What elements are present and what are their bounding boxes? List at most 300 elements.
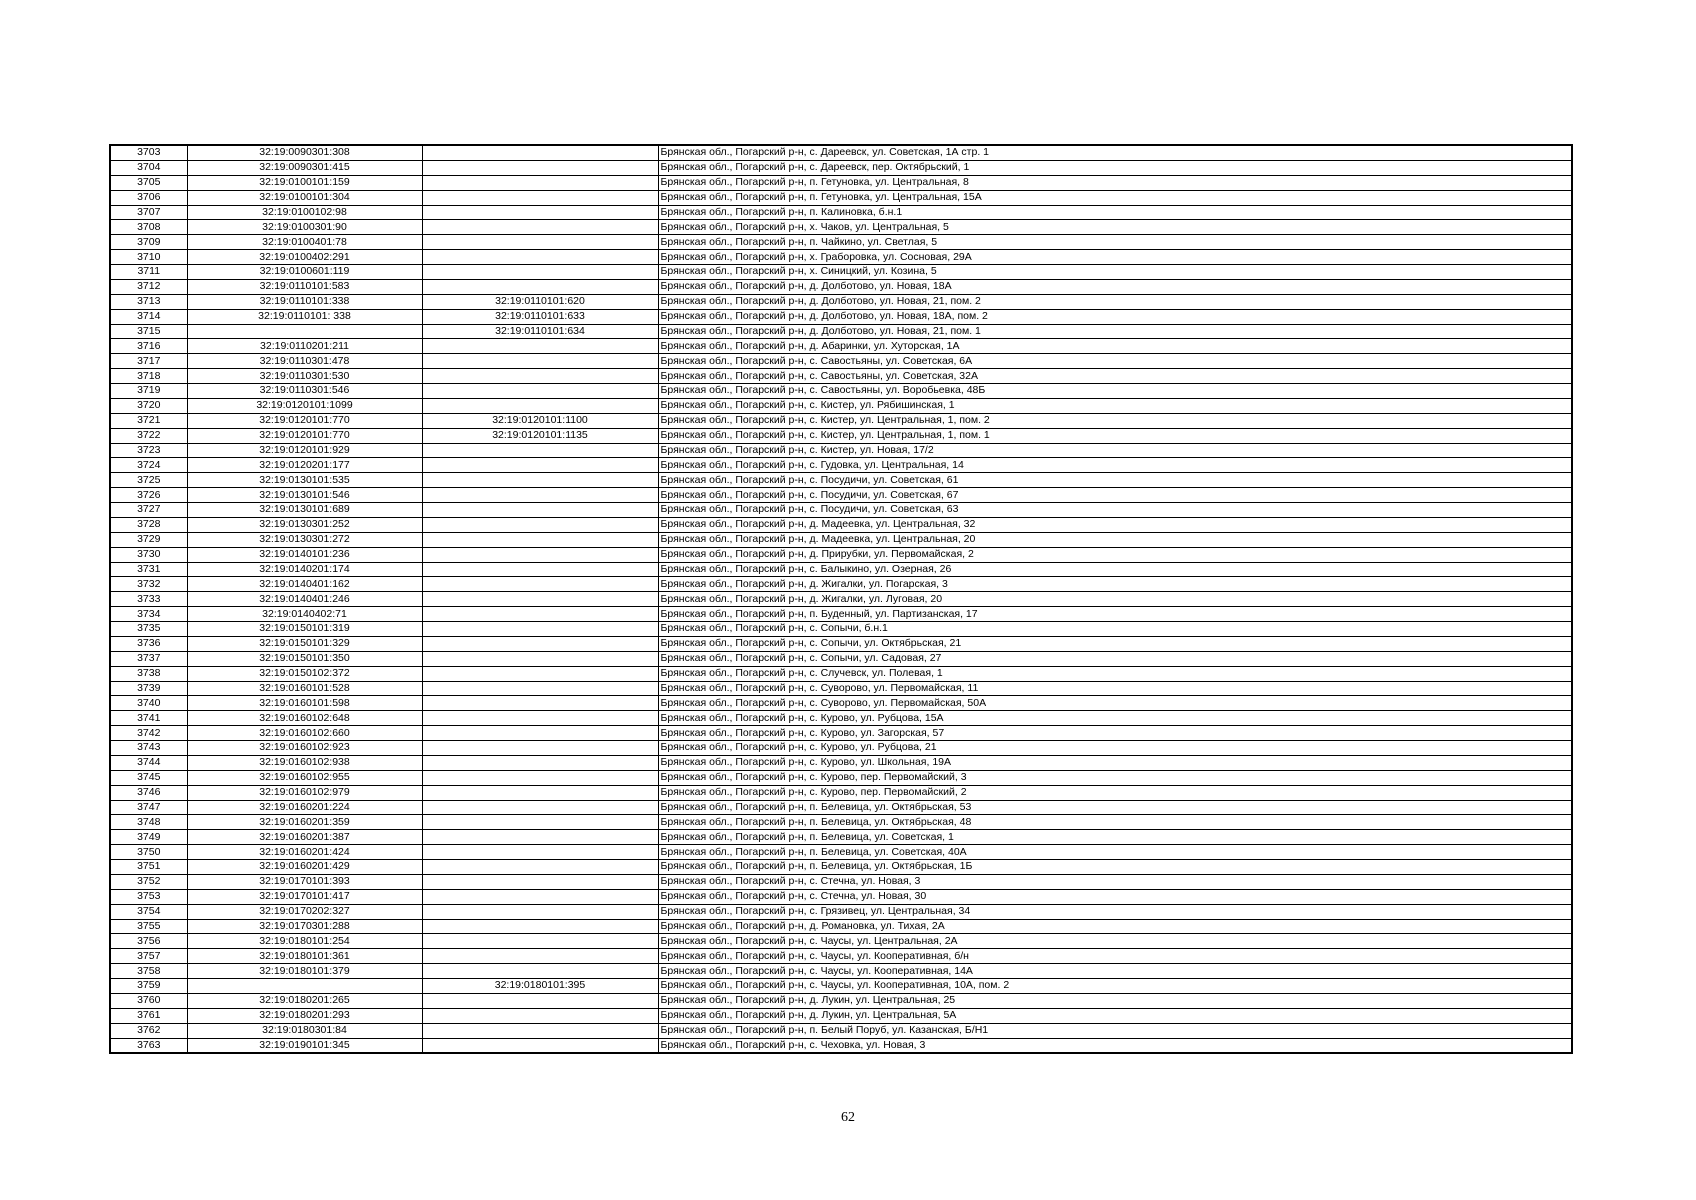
cadastral-number-cell: 32:19:0090301:415 [187,160,422,175]
room-cadastral-number-cell [422,577,658,592]
room-cadastral-number-cell [422,889,658,904]
cadastral-number-cell: 32:19:0160102:979 [187,785,422,800]
row-number-cell: 3711 [110,265,187,280]
table-row [110,964,1572,979]
room-cadastral-number-cell [422,770,658,785]
address-cell: Брянская обл., Погарский р-н, с. Сопычи, б.н.1 [658,622,1572,637]
room-cadastral-number-cell [422,919,658,934]
cadastral-number-cell: 32:19:0100301:90 [187,220,422,235]
table-row [110,1038,1572,1053]
table-row [110,874,1572,889]
room-cadastral-number-cell [422,964,658,979]
address-cell: Брянская обл., Погарский р-н, с. Кистер, ул. Рябишинская, 1 [658,398,1572,413]
row-number-cell: 3718 [110,369,187,384]
table-row [110,309,1572,324]
address-cell: Брянская обл., Погарский р-н, с. Чаусы, ул. Кооперативная, б/н [658,949,1572,964]
row-number-cell: 3746 [110,785,187,800]
table-row [110,443,1572,458]
room-cadastral-number-cell [422,845,658,860]
row-number-cell: 3736 [110,636,187,651]
address-cell: Брянская обл., Погарский р-н, п. Белевица, ул. Октябрьская, 53 [658,800,1572,815]
address-cell: Брянская обл., Погарский р-н, с. Курово, ул. Рубцова, 15А [658,711,1572,726]
cadastral-number-cell: 32:19:0170101:393 [187,874,422,889]
row-number-cell: 3734 [110,607,187,622]
room-cadastral-number-cell [422,205,658,220]
room-cadastral-number-cell [422,1008,658,1023]
property-table [109,144,1573,1054]
room-cadastral-number-cell [422,666,658,681]
room-cadastral-number-cell [422,220,658,235]
room-cadastral-number-cell [422,785,658,800]
room-cadastral-number-cell [422,517,658,532]
address-cell: Брянская обл., Погарский р-н, х. Синицкий, ул. Козина, 5 [658,265,1572,280]
address-cell: Брянская обл., Погарский р-н, д. Мадеевка, ул. Центральная, 20 [658,532,1572,547]
table-row [110,145,1572,160]
row-number-cell: 3740 [110,696,187,711]
table-row [110,607,1572,622]
table-row [110,473,1572,488]
address-cell: Брянская обл., Погарский р-н, с. Курово, ул. Школьная, 19А [658,755,1572,770]
row-number-cell: 3721 [110,413,187,428]
address-cell: Брянская обл., Погарский р-н, с. Сопычи, ул. Садовая, 27 [658,651,1572,666]
cadastral-number-cell: 32:19:0120101:1099 [187,398,422,413]
table-row [110,160,1572,175]
property-table-body [110,145,1572,1053]
cadastral-number-cell: 32:19:0130301:272 [187,532,422,547]
page-number: 62 [841,1110,855,1125]
room-cadastral-number-cell [422,874,658,889]
table-row [110,993,1572,1008]
cadastral-number-cell: 32:19:0140402:71 [187,607,422,622]
row-number-cell: 3743 [110,741,187,756]
cadastral-number-cell: 32:19:0110101:583 [187,279,422,294]
row-number-cell: 3751 [110,860,187,875]
row-number-cell: 3704 [110,160,187,175]
room-cadastral-number-cell [422,607,658,622]
room-cadastral-number-cell [422,354,658,369]
address-cell: Брянская обл., Погарский р-н, с. Савостьяны, ул. Советская, 32А [658,369,1572,384]
table-row [110,503,1572,518]
room-cadastral-number-cell [422,815,658,830]
cadastral-number-cell: 32:19:0120201:177 [187,458,422,473]
cadastral-number-cell: 32:19:0180101:361 [187,949,422,964]
address-cell: Брянская обл., Погарский р-н, с. Суворово, ул. Первомайская, 11 [658,681,1572,696]
table-row [110,547,1572,562]
cadastral-number-cell: 32:19:0160101:598 [187,696,422,711]
address-cell: Брянская обл., Погарский р-н, п. Белевица, ул. Октябрьская, 48 [658,815,1572,830]
address-cell: Брянская обл., Погарский р-н, с. Грязивец, ул. Центральная, 34 [658,904,1572,919]
table-row [110,458,1572,473]
row-number-cell: 3744 [110,755,187,770]
address-cell: Брянская обл., Погарский р-н, х. Граборовка, ул. Сосновая, 29А [658,250,1572,265]
cadastral-number-cell: 32:19:0180101:379 [187,964,422,979]
table-row [110,666,1572,681]
address-cell: Брянская обл., Погарский р-н, с. Кистер, ул. Центральная, 1, пом. 2 [658,413,1572,428]
row-number-cell: 3726 [110,488,187,503]
table-row [110,577,1572,592]
room-cadastral-number-cell [422,235,658,250]
row-number-cell: 3755 [110,919,187,934]
cadastral-number-cell [187,324,422,339]
cadastral-number-cell: 32:19:0100402:291 [187,250,422,265]
room-cadastral-number-cell: 32:19:0110101:633 [422,309,658,324]
address-cell: Брянская обл., Погарский р-н, д. Абаринки, ул. Хуторская, 1А [658,339,1572,354]
room-cadastral-number-cell [422,681,658,696]
row-number-cell: 3732 [110,577,187,592]
table-row [110,785,1572,800]
address-cell: Брянская обл., Погарский р-н, с. Дареевск, ул. Советская, 1А стр. 1 [658,145,1572,160]
cadastral-number-cell: 32:19:0160201:359 [187,815,422,830]
address-cell: Брянская обл., Погарский р-н, д. Жигалки, ул. Луговая, 20 [658,592,1572,607]
table-row [110,979,1572,994]
table-row [110,592,1572,607]
room-cadastral-number-cell: 32:19:0180101:395 [422,979,658,994]
room-cadastral-number-cell [422,741,658,756]
address-cell: Брянская обл., Погарский р-н, с. Стечна, ул. Новая, 3 [658,874,1572,889]
table-row [110,532,1572,547]
cadastral-number-cell: 32:19:0120101:770 [187,428,422,443]
cadastral-number-cell: 32:19:0140401:246 [187,592,422,607]
address-cell: Брянская обл., Погарский р-н, с. Курово, ул. Загорская, 57 [658,726,1572,741]
address-cell: Брянская обл., Погарский р-н, д. Долботово, ул. Новая, 18А [658,279,1572,294]
cadastral-number-cell: 32:19:0170301:288 [187,919,422,934]
cadastral-number-cell: 32:19:0170202:327 [187,904,422,919]
address-cell: Брянская обл., Погарский р-н, с. Курово, пер. Первомайский, 3 [658,770,1572,785]
address-cell: Брянская обл., Погарский р-н, с. Курово, ул. Рубцова, 21 [658,741,1572,756]
cadastral-number-cell: 32:19:0150101:329 [187,636,422,651]
room-cadastral-number-cell [422,934,658,949]
row-number-cell: 3761 [110,1008,187,1023]
table-row [110,175,1572,190]
room-cadastral-number-cell [422,651,658,666]
table-row [110,294,1572,309]
row-number-cell: 3759 [110,979,187,994]
row-number-cell: 3730 [110,547,187,562]
cadastral-number-cell: 32:19:0150101:350 [187,651,422,666]
room-cadastral-number-cell [422,622,658,637]
room-cadastral-number-cell [422,339,658,354]
row-number-cell: 3715 [110,324,187,339]
address-cell: Брянская обл., Погарский р-н, с. Чеховка, ул. Новая, 3 [658,1038,1572,1053]
row-number-cell: 3729 [110,532,187,547]
address-cell: Брянская обл., Погарский р-н, с. Кистер, ул. Центральная, 1, пом. 1 [658,428,1572,443]
row-number-cell: 3754 [110,904,187,919]
cadastral-number-cell: 32:19:0100401:78 [187,235,422,250]
table-row [110,651,1572,666]
cadastral-number-cell: 32:19:0100601:119 [187,265,422,280]
row-number-cell: 3716 [110,339,187,354]
address-cell: Брянская обл., Погарский р-н, с. Дареевск, пер. Октябрьский, 1 [658,160,1572,175]
cadastral-number-cell: 32:19:0130101:689 [187,503,422,518]
address-cell: Брянская обл., Погарский р-н, п. Белый Поруб, ул. Казанская, Б/Н1 [658,1023,1572,1038]
row-number-cell: 3739 [110,681,187,696]
row-number-cell: 3731 [110,562,187,577]
table-row [110,562,1572,577]
cadastral-number-cell: 32:19:0180201:293 [187,1008,422,1023]
room-cadastral-number-cell [422,145,658,160]
table-row [110,250,1572,265]
table-row [110,622,1572,637]
table-row [110,398,1572,413]
address-cell: Брянская обл., Погарский р-н, с. Чаусы, ул. Кооперативная, 14А [658,964,1572,979]
room-cadastral-number-cell [422,1038,658,1053]
row-number-cell: 3753 [110,889,187,904]
room-cadastral-number-cell [422,175,658,190]
table-row [110,190,1572,205]
cadastral-number-cell: 32:19:0160201:224 [187,800,422,815]
room-cadastral-number-cell [422,547,658,562]
room-cadastral-number-cell [422,592,658,607]
row-number-cell: 3706 [110,190,187,205]
cadastral-number-cell: 32:19:0120101:929 [187,443,422,458]
cadastral-number-cell: 32:19:0180101:254 [187,934,422,949]
address-cell: Брянская обл., Погарский р-н, д. Прирубки, ул. Первомайская, 2 [658,547,1572,562]
table-row [110,265,1572,280]
cadastral-number-cell: 32:19:0190101:345 [187,1038,422,1053]
table-row [110,815,1572,830]
room-cadastral-number-cell [422,860,658,875]
row-number-cell: 3733 [110,592,187,607]
room-cadastral-number-cell [422,830,658,845]
room-cadastral-number-cell [422,369,658,384]
address-cell: Брянская обл., Погарский р-н, с. Сопычи, ул. Октябрьская, 21 [658,636,1572,651]
cadastral-number-cell: 32:19:0160102:938 [187,755,422,770]
row-number-cell: 3722 [110,428,187,443]
address-cell: Брянская обл., Погарский р-н, с. Случевск, ул. Полевая, 1 [658,666,1572,681]
row-number-cell: 3712 [110,279,187,294]
cadastral-number-cell: 32:19:0130101:546 [187,488,422,503]
address-cell: Брянская обл., Погарский р-н, д. Жигалки, ул. Погарская, 3 [658,577,1572,592]
table-row [110,726,1572,741]
address-cell: Брянская обл., Погарский р-н, с. Савостьяны, ул. Воробьевка, 48Б [658,384,1572,399]
room-cadastral-number-cell [422,160,658,175]
room-cadastral-number-cell: 32:19:0110101:620 [422,294,658,309]
table-row [110,800,1572,815]
room-cadastral-number-cell [422,993,658,1008]
row-number-cell: 3720 [110,398,187,413]
address-cell: Брянская обл., Погарский р-н, п. Буденный, ул. Партизанская, 17 [658,607,1572,622]
room-cadastral-number-cell [422,473,658,488]
address-cell: Брянская обл., Погарский р-н, д. Мадеевка, ул. Центральная, 32 [658,517,1572,532]
table-row [110,354,1572,369]
address-cell: Брянская обл., Погарский р-н, п. Гетуновка, ул. Центральная, 15А [658,190,1572,205]
room-cadastral-number-cell [422,458,658,473]
row-number-cell: 3719 [110,384,187,399]
table-row [110,696,1572,711]
cadastral-number-cell: 32:19:0110201:211 [187,339,422,354]
table-row [110,919,1572,934]
cadastral-number-cell: 32:19:0150102:372 [187,666,422,681]
room-cadastral-number-cell [422,726,658,741]
cadastral-number-cell: 32:19:0160201:387 [187,830,422,845]
room-cadastral-number-cell [422,562,658,577]
row-number-cell: 3742 [110,726,187,741]
address-cell: Брянская обл., Погарский р-н, п. Гетуновка, ул. Центральная, 8 [658,175,1572,190]
row-number-cell: 3760 [110,993,187,1008]
cadastral-number-cell: 32:19:0160102:955 [187,770,422,785]
row-number-cell: 3710 [110,250,187,265]
address-cell: Брянская обл., Погарский р-н, д. Долботово, ул. Новая, 18А, пом. 2 [658,309,1572,324]
table-row [110,860,1572,875]
room-cadastral-number-cell [422,636,658,651]
row-number-cell: 3763 [110,1038,187,1053]
row-number-cell: 3708 [110,220,187,235]
table-row [110,488,1572,503]
address-cell: Брянская обл., Погарский р-н, с. Балыкино, ул. Озерная, 26 [658,562,1572,577]
room-cadastral-number-cell [422,384,658,399]
address-cell: Брянская обл., Погарский р-н, п. Чайкино, ул. Светлая, 5 [658,235,1572,250]
cadastral-number-cell: 32:19:0140201:174 [187,562,422,577]
room-cadastral-number-cell: 32:19:0120101:1135 [422,428,658,443]
cadastral-number-cell: 32:19:0140401:162 [187,577,422,592]
address-cell: Брянская обл., Погарский р-н, с. Гудовка, ул. Центральная, 14 [658,458,1572,473]
table-row [110,934,1572,949]
row-number-cell: 3756 [110,934,187,949]
row-number-cell: 3707 [110,205,187,220]
room-cadastral-number-cell [422,488,658,503]
cadastral-number-cell: 32:19:0160201:424 [187,845,422,860]
table-row [110,681,1572,696]
table-row [110,636,1572,651]
table-row [110,889,1572,904]
cadastral-number-cell: 32:19:0180201:265 [187,993,422,1008]
table-row [110,711,1572,726]
address-cell: Брянская обл., Погарский р-н, п. Белевица, ул. Советская, 1 [658,830,1572,845]
address-cell: Брянская обл., Погарский р-н, с. Стечна, ул. Новая, 30 [658,889,1572,904]
cadastral-number-cell: 32:19:0160102:648 [187,711,422,726]
address-cell: Брянская обл., Погарский р-н, с. Курово, пер. Первомайский, 2 [658,785,1572,800]
row-number-cell: 3703 [110,145,187,160]
cadastral-number-cell: 32:19:0090301:308 [187,145,422,160]
cadastral-number-cell: 32:19:0160102:660 [187,726,422,741]
room-cadastral-number-cell [422,711,658,726]
cadastral-number-cell: 32:19:0100101:159 [187,175,422,190]
cadastral-number-cell: 32:19:0110101:338 [187,294,422,309]
table-row [110,741,1572,756]
room-cadastral-number-cell: 32:19:0120101:1100 [422,413,658,428]
room-cadastral-number-cell [422,696,658,711]
address-cell: Брянская обл., Погарский р-н, с. Суворово, ул. Первомайская, 50А [658,696,1572,711]
cadastral-number-cell: 32:19:0160101:528 [187,681,422,696]
cadastral-number-cell: 32:19:0100101:304 [187,190,422,205]
table-row [110,949,1572,964]
row-number-cell: 3752 [110,874,187,889]
row-number-cell: 3758 [110,964,187,979]
table-row [110,324,1572,339]
address-cell: Брянская обл., Погарский р-н, с. Савостьяны, ул. Советская, 6А [658,354,1572,369]
cadastral-number-cell: 32:19:0110301:530 [187,369,422,384]
room-cadastral-number-cell [422,279,658,294]
row-number-cell: 3738 [110,666,187,681]
cadastral-number-cell: 32:19:0170101:417 [187,889,422,904]
row-number-cell: 3723 [110,443,187,458]
room-cadastral-number-cell [422,904,658,919]
table-row [110,830,1572,845]
address-cell: Брянская обл., Погарский р-н, п. Белевица, ул. Советская, 40А [658,845,1572,860]
address-cell: Брянская обл., Погарский р-н, с. Посудичи, ул. Советская, 61 [658,473,1572,488]
address-cell: Брянская обл., Погарский р-н, с. Кистер, ул. Новая, 17/2 [658,443,1572,458]
room-cadastral-number-cell [422,503,658,518]
cadastral-number-cell: 32:19:0160201:429 [187,860,422,875]
row-number-cell: 3713 [110,294,187,309]
cadastral-number-cell: 32:19:0130301:252 [187,517,422,532]
cadastral-number-cell [187,979,422,994]
row-number-cell: 3745 [110,770,187,785]
room-cadastral-number-cell [422,443,658,458]
address-cell: Брянская обл., Погарский р-н, п. Белевица, ул. Октябрьская, 1Б [658,860,1572,875]
room-cadastral-number-cell [422,800,658,815]
room-cadastral-number-cell [422,949,658,964]
row-number-cell: 3725 [110,473,187,488]
room-cadastral-number-cell [422,532,658,547]
row-number-cell: 3717 [110,354,187,369]
address-cell: Брянская обл., Погарский р-н, д. Долботово, ул. Новая, 21, пом. 2 [658,294,1572,309]
cadastral-number-cell: 32:19:0110301:478 [187,354,422,369]
address-cell: Брянская обл., Погарский р-н, с. Чаусы, ул. Кооперативная, 10А, пом. 2 [658,979,1572,994]
table-row [110,770,1572,785]
table-row [110,339,1572,354]
row-number-cell: 3741 [110,711,187,726]
table-row [110,517,1572,532]
address-cell: Брянская обл., Погарский р-н, д. Романовка, ул. Тихая, 2А [658,919,1572,934]
table-row [110,428,1572,443]
room-cadastral-number-cell [422,265,658,280]
cadastral-number-cell: 32:19:0150101:319 [187,622,422,637]
row-number-cell: 3735 [110,622,187,637]
address-cell: Брянская обл., Погарский р-н, д. Долботово, ул. Новая, 21, пом. 1 [658,324,1572,339]
cadastral-number-cell: 32:19:0180301:84 [187,1023,422,1038]
table-row [110,220,1572,235]
row-number-cell: 3757 [110,949,187,964]
table-row [110,845,1572,860]
cadastral-number-cell: 32:19:0130101:535 [187,473,422,488]
room-cadastral-number-cell [422,250,658,265]
row-number-cell: 3748 [110,815,187,830]
row-number-cell: 3737 [110,651,187,666]
cadastral-number-cell: 32:19:0100102:98 [187,205,422,220]
table-row [110,384,1572,399]
table-row [110,369,1572,384]
cadastral-number-cell: 32:19:0120101:770 [187,413,422,428]
row-number-cell: 3724 [110,458,187,473]
room-cadastral-number-cell [422,190,658,205]
cadastral-number-cell: 32:19:0140101:236 [187,547,422,562]
row-number-cell: 3747 [110,800,187,815]
table-row [110,755,1572,770]
table-row [110,413,1572,428]
row-number-cell: 3750 [110,845,187,860]
room-cadastral-number-cell [422,755,658,770]
address-cell: Брянская обл., Погарский р-н, х. Чаков, ул. Центральная, 5 [658,220,1572,235]
row-number-cell: 3714 [110,309,187,324]
room-cadastral-number-cell [422,398,658,413]
table-row [110,1008,1572,1023]
table-row [110,904,1572,919]
row-number-cell: 3705 [110,175,187,190]
row-number-cell: 3749 [110,830,187,845]
cadastral-number-cell: 32:19:0110101: 338 [187,309,422,324]
address-cell: Брянская обл., Погарский р-н, с. Посудичи, ул. Советская, 67 [658,488,1572,503]
address-cell: Брянская обл., Погарский р-н, д. Лукин, ул. Центральная, 5А [658,1008,1572,1023]
cadastral-number-cell: 32:19:0160102:923 [187,741,422,756]
row-number-cell: 3728 [110,517,187,532]
address-cell: Брянская обл., Погарский р-н, с. Чаусы, ул. Центральная, 2А [658,934,1572,949]
room-cadastral-number-cell: 32:19:0110101:634 [422,324,658,339]
row-number-cell: 3762 [110,1023,187,1038]
address-cell: Брянская обл., Погарский р-н, д. Лукин, ул. Центральная, 25 [658,993,1572,1008]
address-cell: Брянская обл., Погарский р-н, п. Калиновка, б.н.1 [658,205,1572,220]
table-row [110,1023,1572,1038]
